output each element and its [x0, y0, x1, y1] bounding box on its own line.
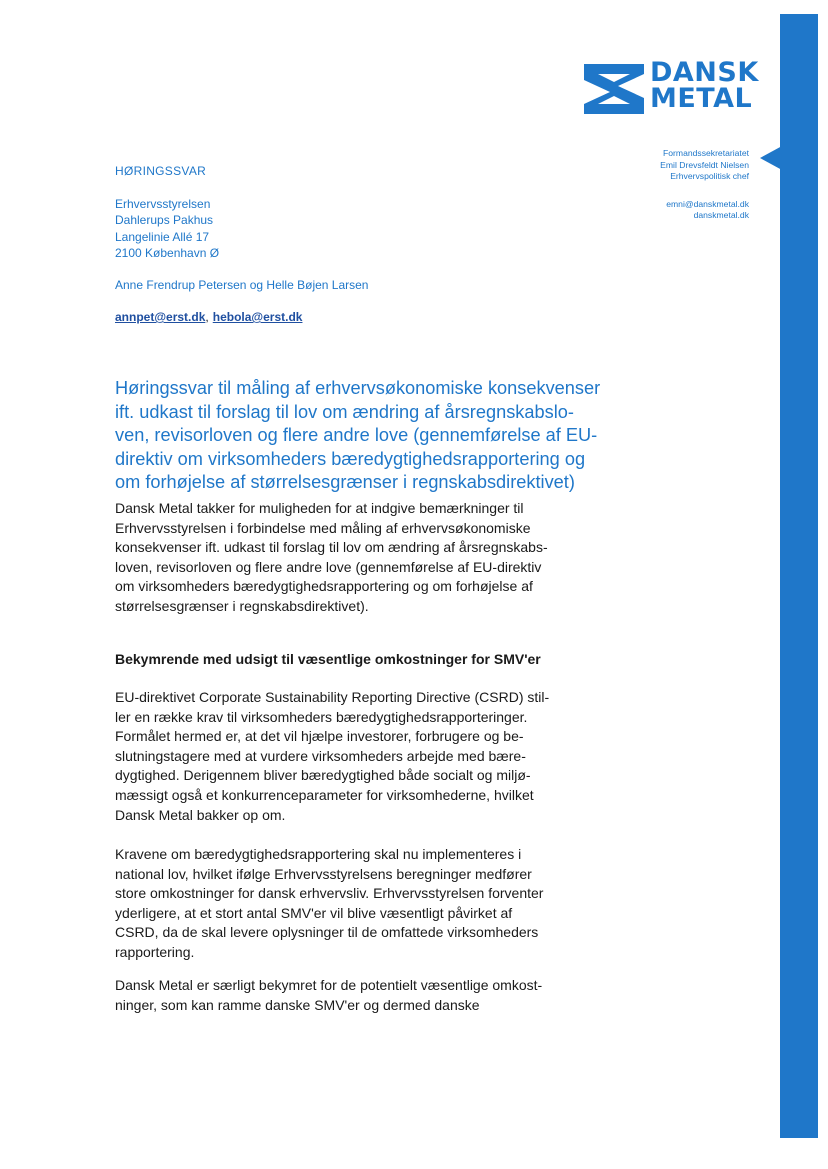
paragraph-csrd	[115, 688, 645, 825]
email-link-annpet[interactable]: annpet@erst.dk	[115, 310, 206, 324]
side-accent-notch	[760, 146, 782, 170]
text-line: store omkostninger for dansk erhvervsliv. Erhvervsstyrelsen forventer	[115, 885, 544, 902]
address-line: 2100 København Ø	[115, 245, 220, 260]
side-accent-bar	[780, 14, 818, 1138]
text-line: loven, revisorloven og flere andre love (gennemførelse af EU-direktiv	[115, 558, 542, 575]
text-line: Dansk Metal bakker op om.	[115, 806, 286, 823]
document-label: HØRINGSSVAR	[115, 164, 207, 178]
document-heading	[115, 377, 645, 495]
address-line: Dahlerups Pakhus	[115, 213, 214, 228]
heading-line: Høringssvar til måling af erhvervsøkonomiske konsekvenser	[115, 378, 601, 398]
sender-title: Erhvervspolitisk chef	[670, 171, 749, 181]
sender-email: emni@danskmetal.dk	[666, 198, 749, 209]
text-line: konsekvenser ift. udkast til forslag til lov om ændring af årsregnskabs-	[115, 539, 548, 556]
text-line: Formålet hermed er, at det vil hjælpe investorer, forbrugere og be-	[115, 728, 524, 745]
recipient-address	[115, 196, 219, 261]
text-line: Dansk Metal takker for muligheden for at indgive bemærkninger til	[115, 500, 524, 516]
sender-department: Formandssekretariatet	[663, 148, 749, 158]
text-line: ninger, som kan ramme danske SMV'er og dermed danske	[115, 996, 480, 1013]
section-subheading: Bekymrende med udsigt til væsentlige omkostninger for SMV'er	[115, 651, 541, 667]
text-line: yderligere, at et stort antal SMV'er vil blive væsentligt påvirket af	[115, 904, 513, 921]
paragraph-intro	[115, 499, 645, 617]
text-line: Dansk Metal er særligt bekymret for de potentielt væsentlige omkost-	[115, 977, 543, 993]
text-line: mæssigt også et konkurrenceparameter for virksomhederne, hvilket	[115, 786, 534, 803]
text-line: EU-direktivet Corporate Sustainability Reporting Directive (CSRD) stil-	[115, 689, 550, 705]
logo-mark-icon	[584, 64, 644, 114]
address-line: Erhvervsstyrelsen	[115, 197, 211, 211]
sender-name: Emil Drevsfeldt Nielsen	[660, 159, 749, 170]
sender-website: danskmetal.dk	[693, 210, 749, 220]
text-line: om virksomheders bæredygtighedsrapportering og om forhøjelse af	[115, 578, 533, 595]
heading-line: direktiv om virksomheders bæredygtighedsrapportering og	[115, 448, 586, 469]
sender-block	[660, 148, 749, 222]
paragraph-concern	[115, 976, 645, 1015]
text-line: dygtighed. Derigennem bliver bæredygtighed både socialt og miljø-	[115, 767, 531, 784]
recipient-emails: annpet@erst.dk, hebola@erst.dk	[115, 310, 303, 324]
text-line: Kravene om bæredygtighedsrapportering skal nu implementeres i	[115, 846, 522, 862]
text-line: ler en række krav til virksomheders bæredygtighedsrapporteringer.	[115, 708, 528, 725]
text-line: national lov, hvilket ifølge Erhvervsstyrelsens beregninger medfører	[115, 865, 532, 882]
text-line: størrelsesgrænser i regnskabsdirektivet).	[115, 597, 369, 614]
text-line: CSRD, da de skal levere oplysninger til de omfattede virksomheders	[115, 924, 539, 941]
heading-line: ven, revisorloven og flere andre love (gennemførelse af EU-	[115, 425, 598, 445]
logo-text-dansk: DANSK	[650, 57, 759, 88]
heading-line: ift. udkast til forslag til lov om ændring af årsregnskabslo-	[115, 401, 574, 422]
recipient-names: Anne Frendrup Petersen og Helle Bøjen Larsen	[115, 278, 369, 292]
email-link-hebola[interactable]: hebola@erst.dk	[212, 310, 303, 324]
text-line: slutningstagere med at vurdere virksomheders arbejde med bære-	[115, 747, 526, 764]
heading-line: om forhøjelse af størrelsesgrænser i regnskabsdirektivet)	[115, 472, 575, 492]
address-line: Langelinie Allé 17	[115, 229, 210, 244]
text-line: Erhvervsstyrelsen i forbindelse med måling af erhvervsøkonomiske	[115, 519, 531, 536]
logo-text-metal: METAL	[650, 83, 753, 114]
paragraph-implementation	[115, 845, 645, 963]
text-line: rapportering.	[115, 943, 195, 960]
dansk-metal-logo	[584, 57, 759, 118]
